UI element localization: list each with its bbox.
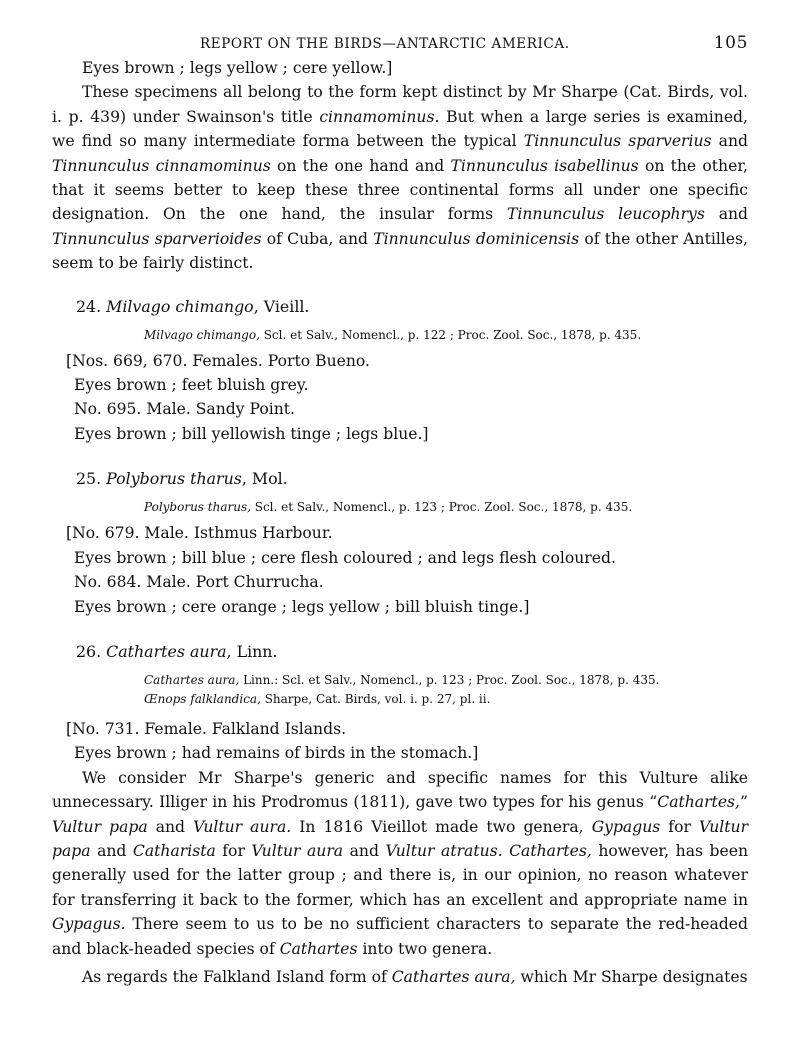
header-title: REPORT ON THE BIRDS—ANTARCTIC AMERICA. xyxy=(200,36,570,52)
species-reference-26b: Œnops falklandica, Sharpe, Cat. Birds, vol. i. p. 27, pl. ii. xyxy=(144,691,491,706)
species-reference-24: Milvago chimango, Scl. et Salv., Nomencl., p. 122 ; Proc. Zool. Soc., 1878, p. 435. xyxy=(144,327,642,342)
species-heading-25: 25. Polyborus tharus, Mol. xyxy=(76,469,288,489)
species-heading-26: 26. Cathartes aura, Linn. xyxy=(76,641,278,661)
specimen-record-26: [No. 731. Female. Falkland Islands. Eyes brown ; had remains of birds in the stomach.] xyxy=(66,719,479,763)
running-header xyxy=(52,30,748,56)
page xyxy=(52,30,748,989)
final-paragraph-start: As regards the Falkland Island form of Cathartes aura, which Mr Sharpe designates xyxy=(82,967,748,986)
intro-paragraph: These specimens all belong to the form kept distinct by Mr Sharpe (Cat. Birds, vol. i. p. 439) under Swainson's title cinnamominus. But when a large series is examined, we find so many intermediate forma between the typical Tinnunculus sparverius and Tinnunculus cinnamominus on the one hand and Tinnunculus isabellinus on the other, that it seems better to keep these three continental forms all under one specific designation. On the one hand, the insular forms Tinnunculus leucophrys and Tinnunculus sparverioides of Cuba, and Tinnunculus dominicensis of the other Antilles, seem to be fairly distinct. xyxy=(52,83,749,273)
species-heading-24: 24. Milvago chimango, Vieill. xyxy=(76,296,310,316)
specimen-record-24: [Nos. 669, 670. Females. Porto Bueno. Eyes brown ; feet bluish grey. No. 695. Male. Sandy Point. Eyes brown ; bill yellowish tinge ; legs blue.] xyxy=(66,351,429,443)
species-reference-25: Polyborus tharus, Scl. et Salv., Nomencl., p. 123 ; Proc. Zool. Soc., 1878, p. 435. xyxy=(144,500,633,515)
discussion-paragraph: We consider Mr Sharpe's generic and specific names for this Vulture alike unnecessary. Illiger in his Prodromus (1811), gave two types for his genus “Cathartes,” Vultur papa and Vultur aura. In 1816 Vieillot made two genera, Gypagus for Vultur papa and Catharista for Vultur aura and Vultur atratus. Cathartes, however, has been generally used for the latter group ; and there is, in our opinion, no reason whatever for transferring it back to the former, which has an excellent and appropriate name in Gypagus. There seem to us to be no sufficient characters to separate the red-headed and black-headed species of Cathartes into two genera. xyxy=(52,768,749,958)
species-reference-26a: Cathartes aura, Linn.: Scl. et Salv., Nomencl., p. 123 ; Proc. Zool. Soc., 1878, p. 435. xyxy=(144,672,660,687)
page-number: 105 xyxy=(713,33,748,53)
specimen-record-25: [No. 679. Male. Isthmus Harbour. Eyes brown ; bill blue ; cere flesh coloured ; and legs flesh coloured. No. 684. Male. Port Churrucha. Eyes brown ; cere orange ; legs yellow ; bill bluish tinge.] xyxy=(66,524,616,616)
intro-closing-line: Eyes brown ; legs yellow ; cere yellow.] xyxy=(82,59,393,77)
